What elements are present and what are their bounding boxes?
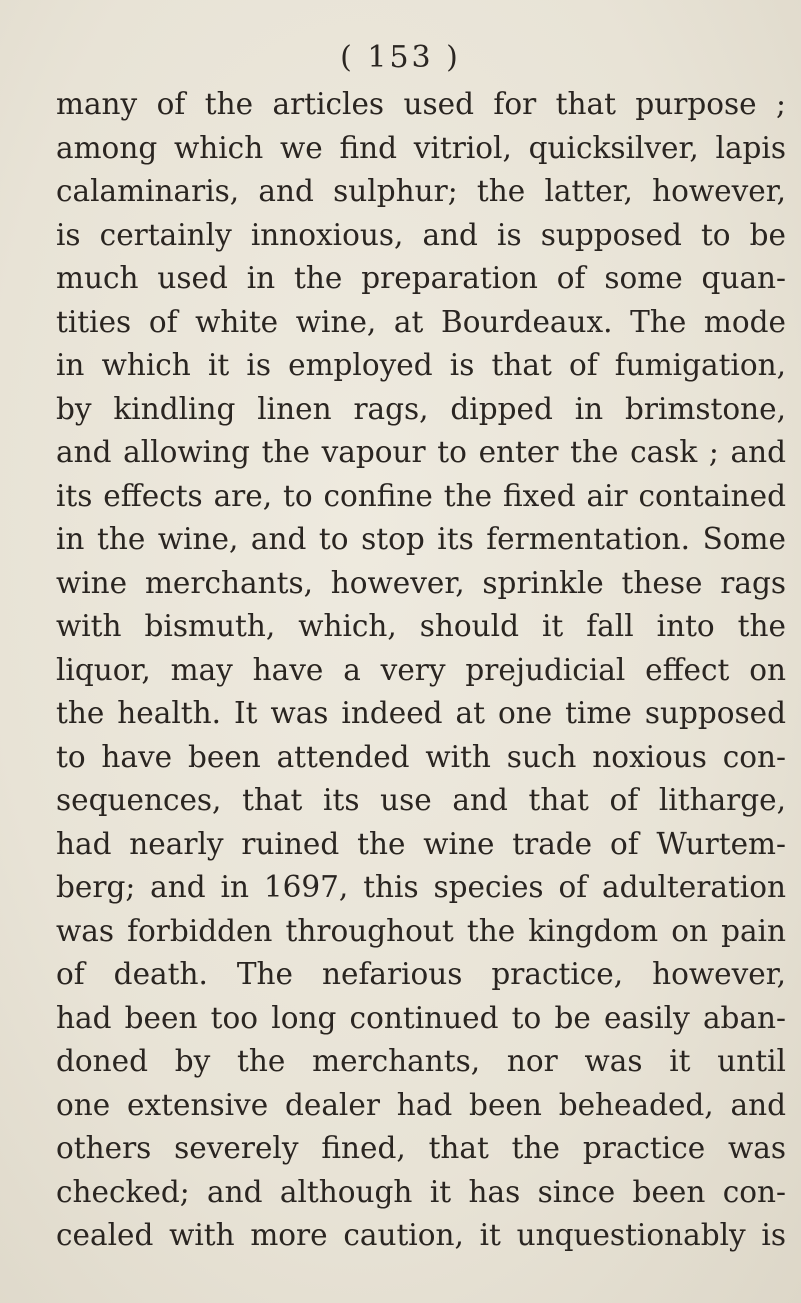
text-line: among which we find vitriol, quicksilver, lapis: [56, 130, 786, 165]
text-line: tities of white wine, at Bourdeaux. The mode: [56, 304, 786, 339]
text-line: cealed with more caution, it unquestionably is: [56, 1218, 786, 1252]
text-line: by kindling linen rags, dipped in brimstone,: [56, 391, 786, 426]
text-line: was forbidden throughout the kingdom on pain: [56, 913, 786, 948]
text-line: much used in the preparation of some quan-: [56, 261, 786, 295]
text-line: of death. The nefarious practice, however,: [56, 957, 786, 991]
text-line: others severely fined, that the practice was: [56, 1131, 786, 1165]
text-line: had nearly ruined the wine trade of Wurtem-: [56, 826, 786, 861]
text-line: with bismuth, which, should it fall into the: [56, 609, 786, 643]
text-line: in which it is employed is that of fumigation,: [56, 348, 786, 382]
text-line: wine merchants, however, sprinkle these rags: [56, 565, 786, 600]
text-line: berg; and in 1697, this species of adulteration: [56, 870, 786, 904]
text-line: calaminaris, and sulphur; the latter, however,: [56, 174, 786, 208]
text-line: is certainly innoxious, and is supposed to be: [56, 217, 786, 252]
text-line: and allowing the vapour to enter the cask ; and: [56, 435, 786, 469]
page-number: ( 153 ): [340, 40, 461, 75]
text-line: in the wine, and to stop its fermentation. Some: [56, 522, 786, 556]
text-line: to have been attended with such noxious con-: [56, 739, 786, 774]
text-line: many of the articles used for that purpose ;: [56, 87, 786, 121]
text-line: doned by the merchants, nor was it until: [56, 1044, 786, 1078]
text-line: liquor, may have a very prejudicial effect on: [56, 652, 786, 687]
text-line: sequences, that its use and that of litharge,: [56, 783, 786, 817]
body-text: [56, 83, 786, 1258]
text-line: one extensive dealer had been beheaded, and: [56, 1087, 786, 1122]
text-line: checked; and although it has since been con-: [56, 1174, 786, 1209]
text-line: its effects are, to confine the fixed air contained: [56, 478, 786, 513]
text-line: had been too long continued to be easily aban-: [56, 1000, 786, 1035]
text-line: the health. It was indeed at one time supposed: [56, 696, 786, 730]
